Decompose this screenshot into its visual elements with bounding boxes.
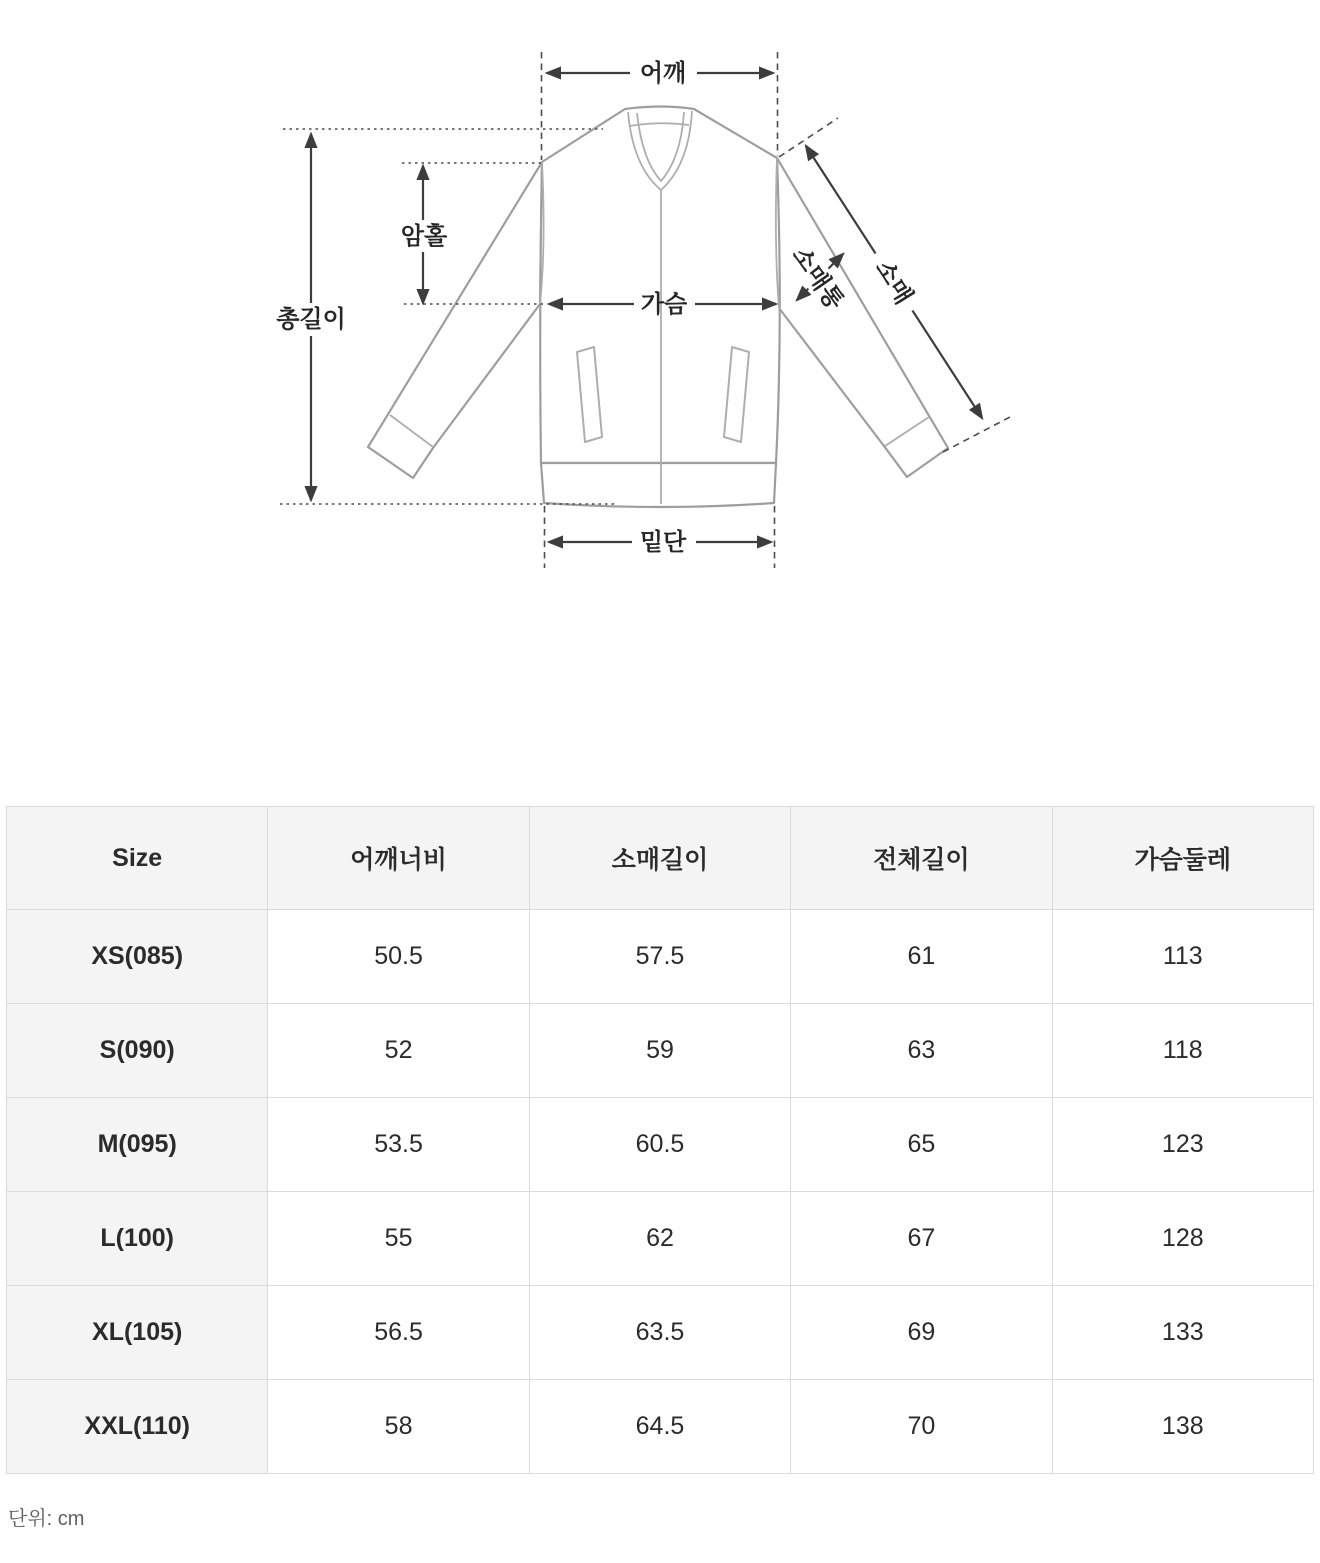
table-header-row: [7, 807, 1314, 910]
value-cell: 50.5: [268, 910, 529, 1004]
size-cell: XL(105): [7, 1286, 268, 1380]
value-cell: 64.5: [529, 1380, 790, 1474]
table-row: [7, 1192, 1314, 1286]
size-cell: XS(085): [7, 910, 268, 1004]
chest-label: 가슴: [640, 291, 688, 318]
shoulder-label: 어깨: [639, 60, 687, 87]
column-header-sleeve-length: 소매길이: [529, 807, 790, 910]
value-cell: 62: [529, 1192, 790, 1286]
value-cell: 138: [1052, 1380, 1313, 1474]
value-cell: 70: [791, 1380, 1052, 1474]
size-table: [6, 806, 1314, 1474]
value-cell: 55: [268, 1192, 529, 1286]
value-cell: 52: [268, 1004, 529, 1098]
value-cell: 65: [791, 1098, 1052, 1192]
column-header-chest-circumference: 가슴둘레: [1052, 807, 1313, 910]
unit-note: 단위: cm: [8, 1508, 85, 1530]
value-cell: 63: [791, 1004, 1052, 1098]
column-header-shoulder-width: 어깨너비: [268, 807, 529, 910]
size-cell: XXL(110): [7, 1380, 268, 1474]
sleeve-label-group: [863, 245, 924, 319]
value-cell: 69: [791, 1286, 1052, 1380]
value-cell: 56.5: [268, 1286, 529, 1380]
sleeve-width-label: 소매통: [786, 242, 849, 315]
value-cell: 118: [1052, 1004, 1313, 1098]
value-cell: 128: [1052, 1192, 1313, 1286]
hem-band: [541, 463, 776, 507]
value-cell: 67: [791, 1192, 1052, 1286]
sleeve-label: 소매: [869, 255, 918, 310]
value-cell: 53.5: [268, 1098, 529, 1192]
size-cell: S(090): [7, 1004, 268, 1098]
value-cell: 59: [529, 1004, 790, 1098]
size-cell: L(100): [7, 1192, 268, 1286]
table-row: [7, 910, 1314, 1004]
value-cell: 113: [1052, 910, 1313, 1004]
value-cell: 60.5: [529, 1098, 790, 1192]
value-cell: 123: [1052, 1098, 1313, 1192]
table-row: [7, 1098, 1314, 1192]
value-cell: 57.5: [529, 910, 790, 1004]
column-header-total-length: 전체길이: [791, 807, 1052, 910]
table-row: [7, 1380, 1314, 1474]
sleeve-guide-bottom: [943, 417, 1010, 452]
value-cell: 58: [268, 1380, 529, 1474]
size-cell: M(095): [7, 1098, 268, 1192]
value-cell: 61: [791, 910, 1052, 1004]
hem-label: 밑단: [639, 529, 687, 556]
table-row: [7, 1286, 1314, 1380]
left-sleeve: [368, 162, 542, 478]
column-header-size: Size: [7, 807, 268, 910]
right-sleeve: [777, 158, 948, 477]
total-length-label: 총길이: [276, 306, 346, 333]
value-cell: 63.5: [529, 1286, 790, 1380]
value-cell: 133: [1052, 1286, 1313, 1380]
table-row: [7, 1004, 1314, 1098]
armhole-label: 암홀: [400, 223, 448, 250]
